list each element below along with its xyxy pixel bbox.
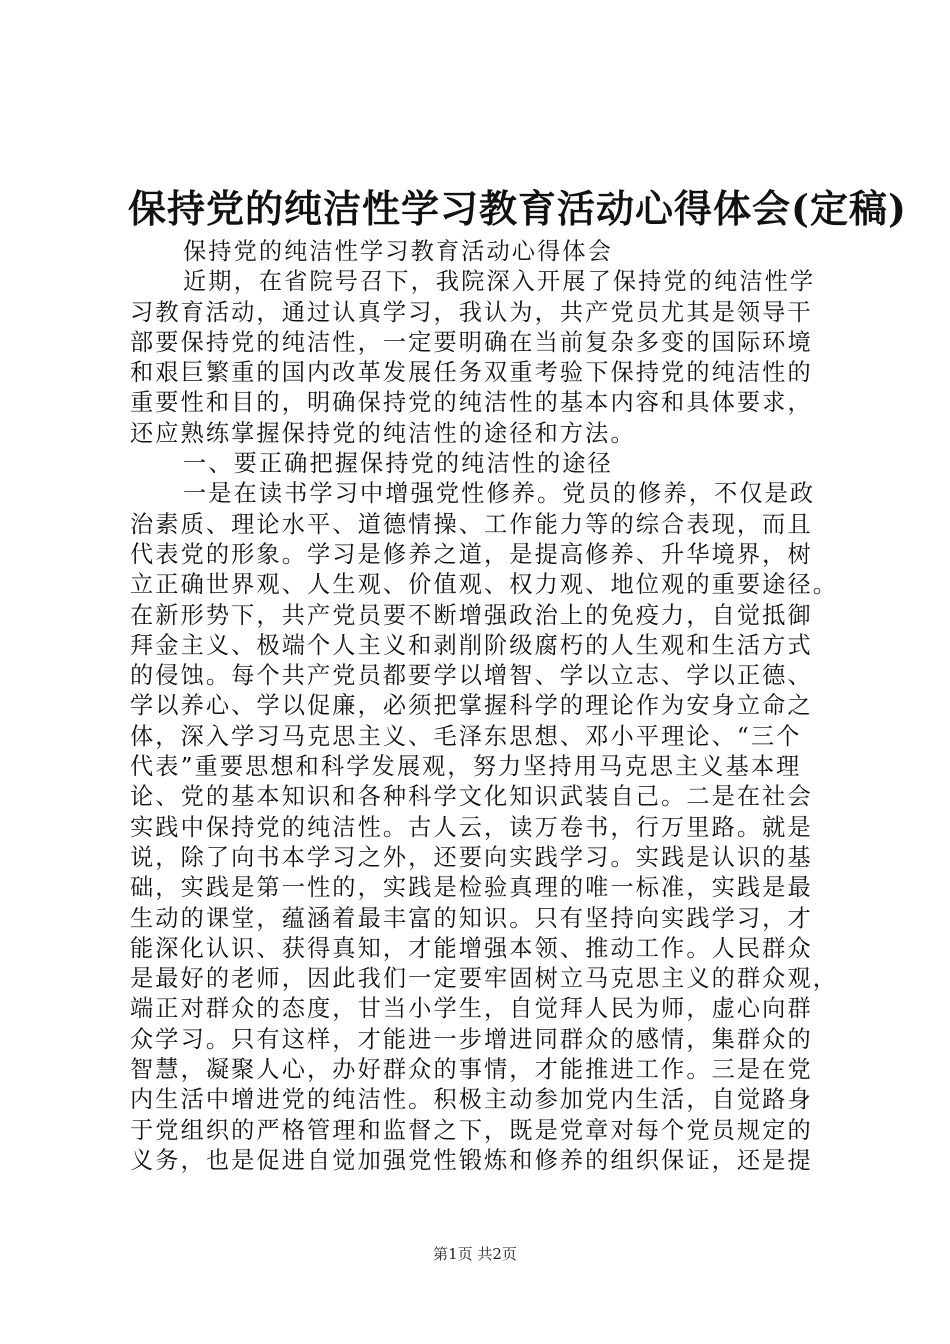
text-line: 智慧，凝聚人心，办好群众的事情，才能推进工作。三是在党 [130,1056,813,1084]
text-line: 治素质、理论水平、道德情操、工作能力等的综合表现，而且 [130,510,813,538]
text-line: 能深化认识、获得真知，才能增强本领、推动工作。人民群众 [130,934,813,962]
text-line: 实践中保持党的纯洁性。古人云，读万卷书，行万里路。就是 [130,813,813,841]
text-line: 的侵蚀。每个共产党员都要学以增智、学以立志、学以正德、 [130,662,813,690]
text-line: 近期，在省院号召下，我院深入开展了保持党的纯洁性学 [183,268,816,296]
text-line: 代表”重要思想和科学发展观，努力坚持用马克思主义基本理 [130,753,802,781]
text-line: 一、要正确把握保持党的纯洁性的途径 [183,450,613,478]
text-line: 说，除了向书本学习之外，还要向实践学习。实践是认识的基 [130,843,813,871]
page-number-footer: 第1页 共2页 [433,1245,517,1263]
text-line: 于党组织的严格管理和监督之下，既是党章对每个党员规定的 [130,1116,813,1144]
text-line: 在新形势下，共产党员要不断增强政治上的免疫力，自觉抵御 [130,601,813,629]
text-line: 生动的课堂，蕴涵着最丰富的知识。只有坚持向实践学习，才 [130,904,813,932]
text-line: 内生活中增进党的纯洁性。积极主动参加党内生活，自觉路身 [130,1086,813,1114]
text-line: 代表党的形象。学习是修养之道，是提高修养、升华境界，树 [130,540,813,568]
text-line: 立正确世界观、人生观、价值观、权力观、地位观的重要途径。 [130,571,839,599]
document-body [130,237,839,1176]
text-line: 础，实践是第一性的，实践是检验真理的唯一标准，实践是最 [130,874,813,902]
text-line: 端正对群众的态度，甘当小学生，自觉拜人民为师，虚心向群 [130,995,813,1023]
text-line: 学以养心、学以促廉，必须把掌握科学的理论作为安身立命之 [130,692,813,720]
document-title: 保持党的纯洁性学习教育活动心得体会(定稿) [128,186,907,231]
text-line: 还应熟练掌握保持党的纯洁性的途径和方法。 [130,419,636,447]
text-line: 重要性和目的，明确保持党的纯洁性的基本内容和具体要求， [130,389,813,417]
text-line: 一是在读书学习中增强党性修养。党员的修养，不仅是政 [183,480,816,508]
text-line: 拜金主义、极端个人主义和剥削阶级腐朽的人生观和生活方式 [130,631,813,659]
text-line: 义务，也是促进自觉加强党性锻炼和修养的组织保证，还是提 [130,1146,813,1174]
text-line: 和艰巨繁重的国内改革发展任务双重考验下保持党的纯洁性的 [130,359,813,387]
text-line: 保持党的纯洁性学习教育活动心得体会 [183,238,613,265]
text-line: 部要保持党的纯洁性，一定要明确在当前复杂多变的国际环境 [130,328,813,356]
text-line: 众学习。只有这样，才能进一步增进同群众的感情，集群众的 [130,1025,813,1053]
text-line: 体，深入学习马克思主义、毛泽东思想、邓小平理论、“三个 [130,722,802,750]
text-line: 是最好的老师，因此我们一定要牢固树立马克思主义的群众观， [130,965,839,993]
text-line: 论、党的基本知识和各种科学文化知识武装自己。二是在社会 [130,783,813,811]
text-line: 习教育活动，通过认真学习，我认为，共产党员尤其是领导干 [130,298,813,326]
